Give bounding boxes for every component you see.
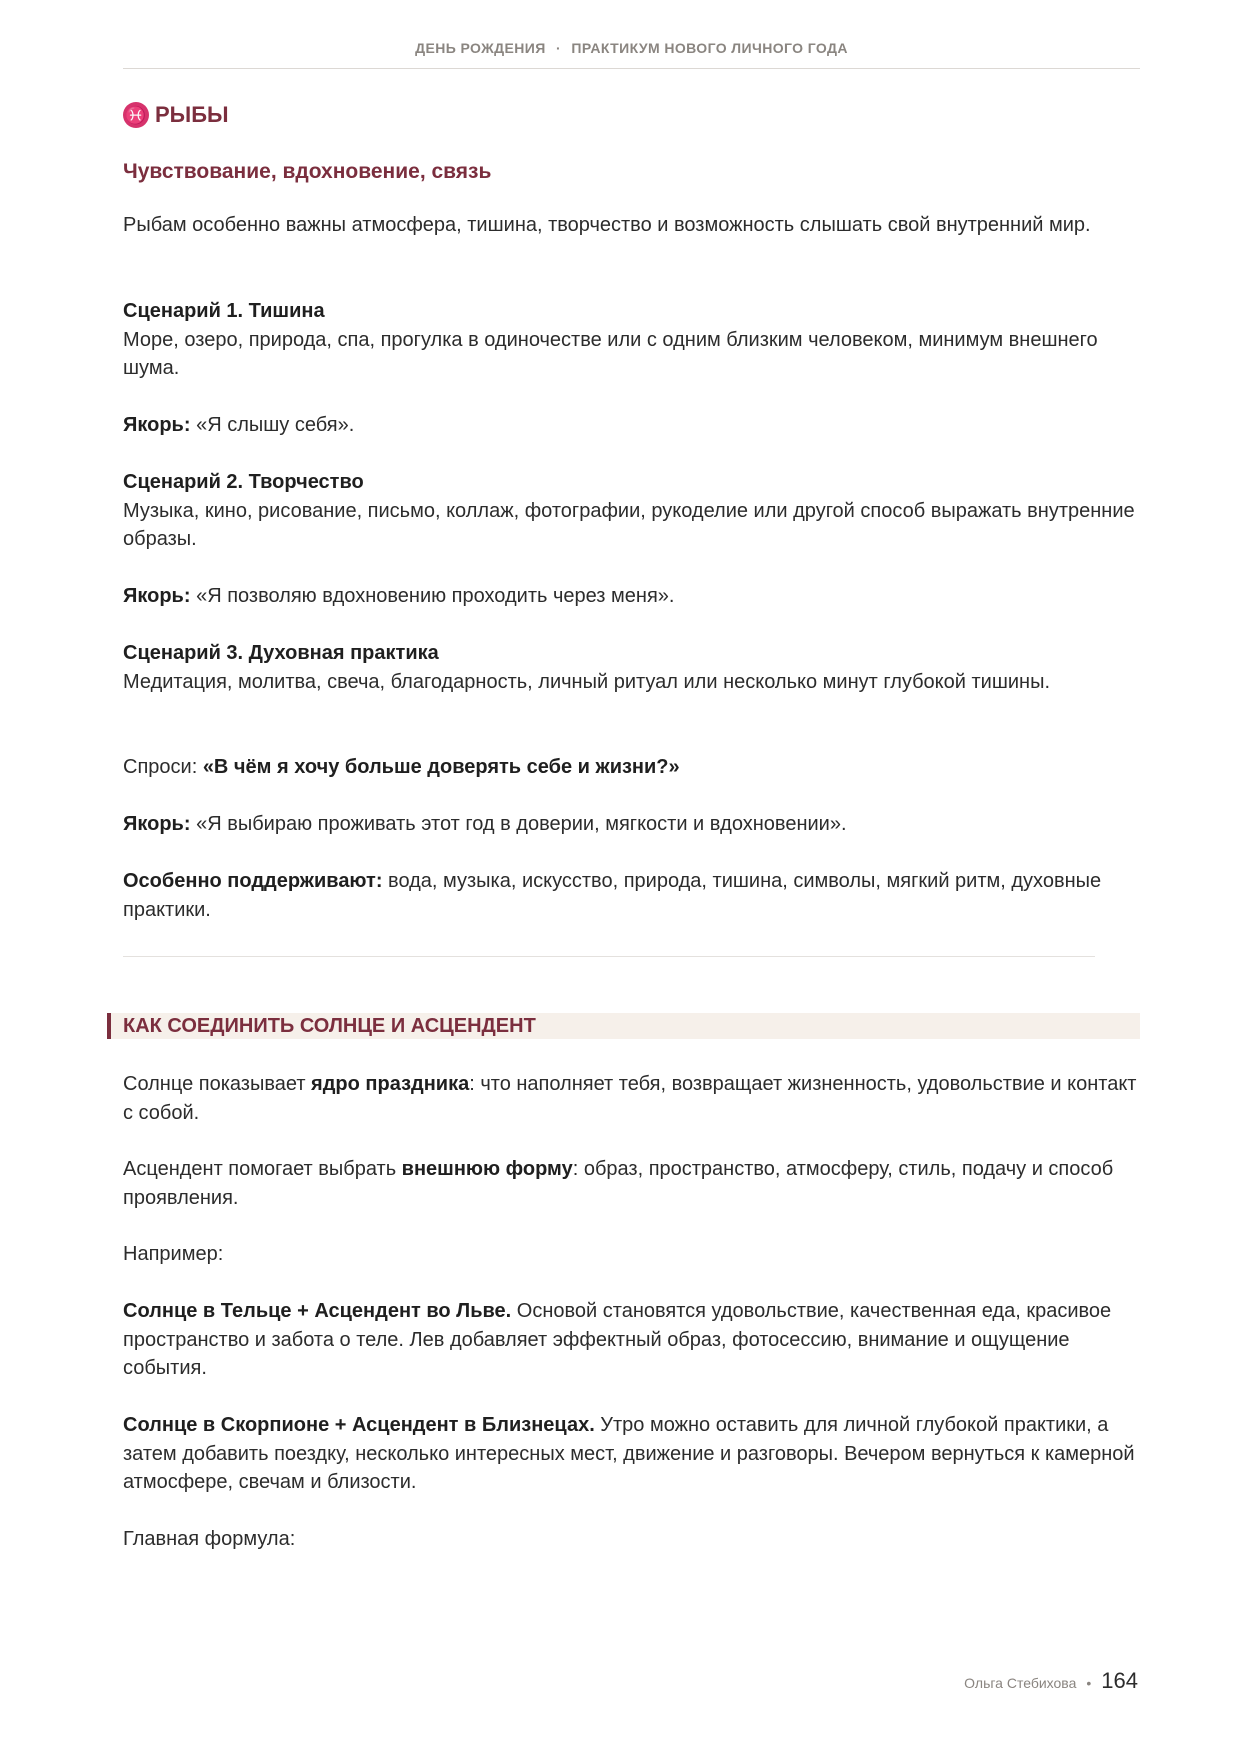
support-text: вода, музыка, искусство, природа, тишина, символы, мягкий ритм, духовные практики. xyxy=(123,870,1102,921)
asc-text-pre: Асцендент помогает выбрать xyxy=(123,1158,402,1180)
example-text: Основой становятся удовольствие, качественная еда, красивое пространство и забота о теле. Лев добавляет эффектный образ, фотосессию, внимание и ощущение события. xyxy=(123,1300,1112,1379)
sign-subtitle: Чувствование, вдохновение, связь xyxy=(123,160,492,183)
scenario-title: Сценарий 2. Творчество xyxy=(123,471,364,493)
question-text: «В чём я хочу больше доверять себе и жизни?» xyxy=(202,756,680,778)
pisces-icon: ♓ xyxy=(123,102,149,128)
scenario-2 xyxy=(123,468,1143,554)
scenario-text: Музыка, кино, рисование, письмо, коллаж, фотографии, рукоделие или другой способ выражать внутренние образы. xyxy=(123,499,1135,550)
scenario-2-anchor xyxy=(123,582,1143,611)
footer-author: Ольга Стебихова xyxy=(964,1675,1077,1691)
page-number: 164 xyxy=(1101,1668,1138,1693)
header-divider xyxy=(123,68,1140,69)
anchor-text: «Я слышу себя». xyxy=(190,414,355,436)
example-bold: Солнце в Скорпионе + Асцендент в Близнецах. xyxy=(123,1414,595,1436)
sun-paragraph xyxy=(123,1070,1143,1127)
example-intro: Например: xyxy=(123,1243,224,1265)
scenario-text: Море, озеро, природа, спа, прогулка в одиночестве или с одним близким человеком, минимум внешнего шума. xyxy=(123,328,1098,379)
running-header-left: ДЕНЬ РОЖДЕНИЯ xyxy=(415,40,546,56)
final-anchor xyxy=(123,810,1143,839)
asc-text-bold: внешнюю форму xyxy=(401,1158,573,1180)
example-text: Утро можно оставить для личной глубокой практики, а затем добавить поездку, несколько интересных мест, движение и разговоры. Вечером вернуться к камерной атмосфере, свечам и близости. xyxy=(123,1414,1135,1493)
anchor-text: «Я позволяю вдохновению проходить через меня». xyxy=(190,585,675,607)
scenario-1-anchor xyxy=(123,411,1143,440)
footer-separator: • xyxy=(1086,1675,1092,1691)
support-line xyxy=(123,867,1143,924)
anchor-label: Якорь: xyxy=(123,414,191,436)
running-header-separator: · xyxy=(556,40,562,56)
asc-text-post: : образ, пространство, атмосферу, стиль, подачу и способ проявления. xyxy=(123,1158,1114,1209)
running-header xyxy=(123,40,1140,56)
anchor-label: Якорь: xyxy=(123,585,191,607)
scenario-title: Сценарий 3. Духовная практика xyxy=(123,642,439,664)
question-line xyxy=(123,753,1143,782)
anchor-text: «Я выбираю проживать этот год в доверии, мягкости и вдохновении». xyxy=(190,813,847,835)
section-heading-band xyxy=(107,1013,1140,1039)
sign-intro: Рыбам особенно важны атмосфера, тишина, творчество и возможность слышать свой внутренний мир. xyxy=(123,214,1091,236)
example-2 xyxy=(123,1411,1143,1497)
scenario-1 xyxy=(123,297,1143,383)
example-1 xyxy=(123,1297,1143,1383)
scenario-3 xyxy=(123,639,1143,696)
scenario-text: Медитация, молитва, свеча, благодарность, личный ритуал или несколько минут глубокой тишины. xyxy=(123,670,1051,693)
sun-text-pre: Солнце показывает xyxy=(123,1073,312,1095)
support-label: Особенно поддерживают: xyxy=(123,870,383,892)
sun-text-post: : что наполняет тебя, возвращает жизненность, удовольствие и контакт с собой. xyxy=(123,1073,1137,1124)
sign-name: РЫБЫ xyxy=(155,102,229,127)
scenario-title: Сценарий 1. Тишина xyxy=(123,300,325,322)
page-footer xyxy=(964,1668,1138,1694)
question-label: Спроси: xyxy=(123,756,203,778)
example-bold: Солнце в Тельце + Асцендент во Льве. xyxy=(123,1300,512,1322)
section-title: КАК СОЕДИНИТЬ СОЛНЦЕ И АСЦЕНДЕНТ xyxy=(123,1014,536,1037)
sun-text-bold: ядро праздника xyxy=(311,1073,470,1095)
section-divider xyxy=(123,956,1095,957)
sign-heading xyxy=(123,102,229,128)
anchor-label: Якорь: xyxy=(123,813,191,835)
ascendant-paragraph xyxy=(123,1155,1143,1212)
formula-intro: Главная формула: xyxy=(123,1528,296,1550)
running-header-right: ПРАКТИКУМ НОВОГО ЛИЧНОГО ГОДА xyxy=(571,40,848,56)
